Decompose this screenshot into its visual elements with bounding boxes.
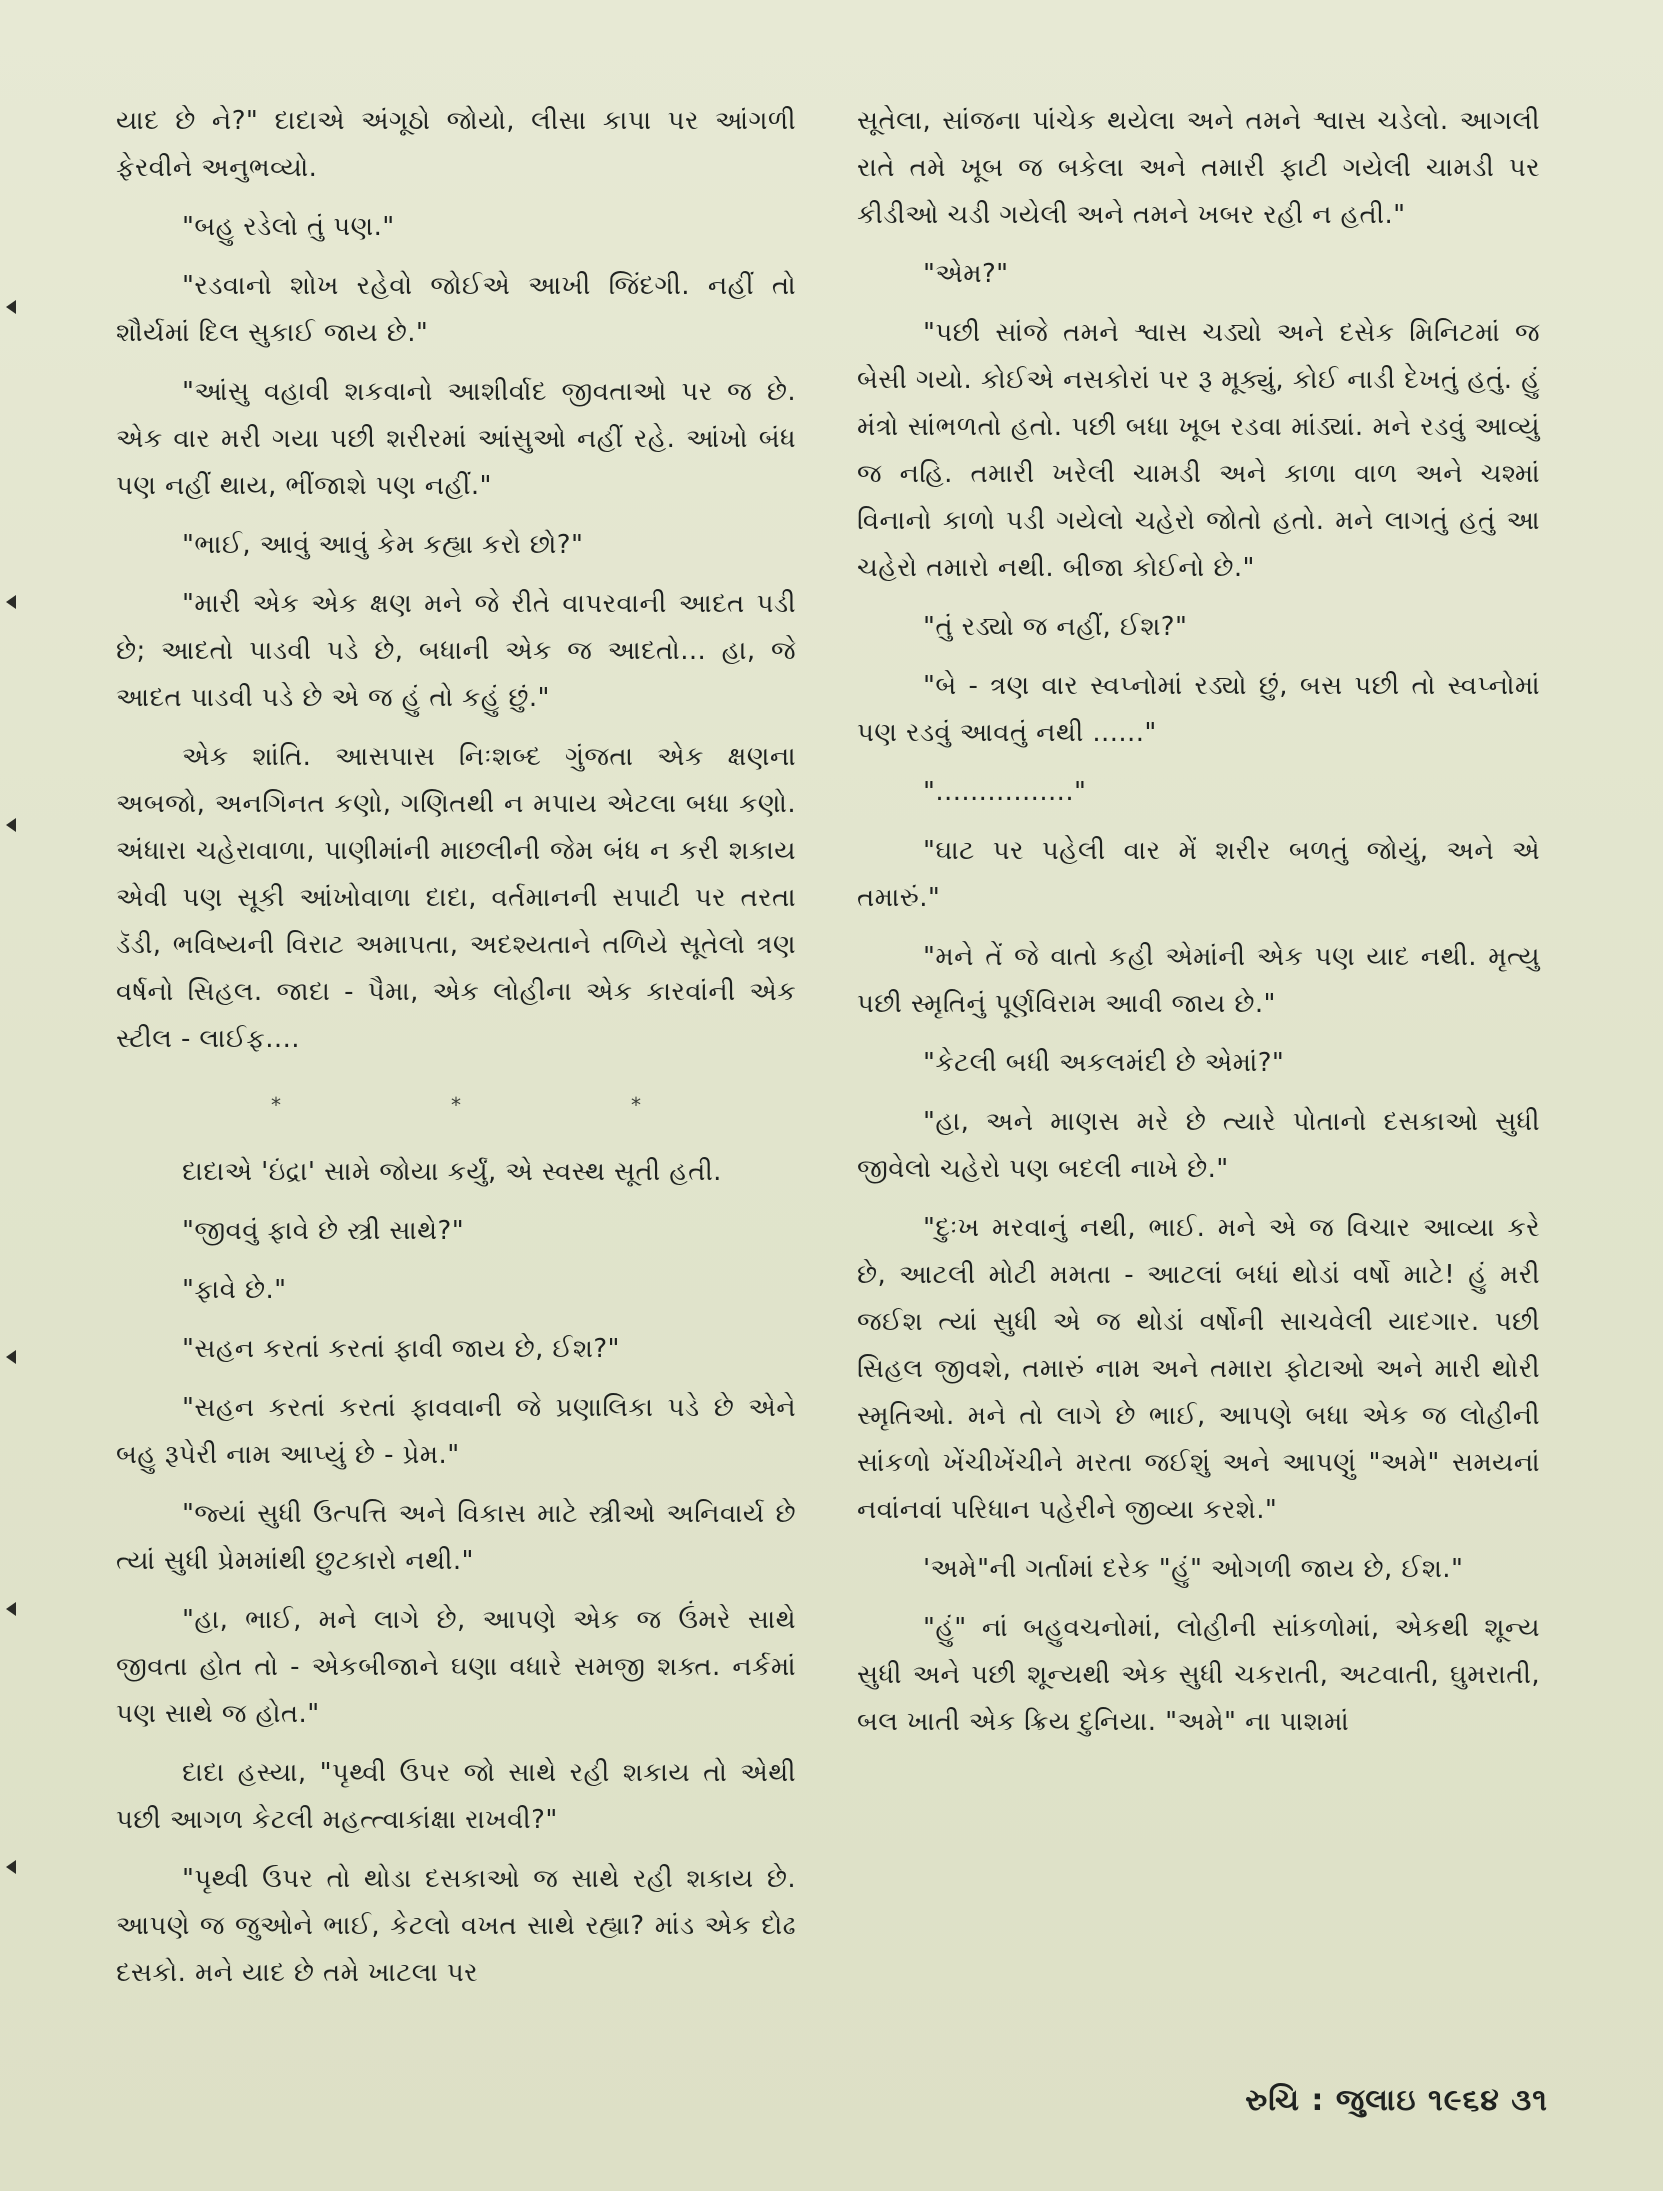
paragraph: "એમ?" bbox=[923, 259, 1009, 289]
paragraph: દાદાએ 'ઇંદ્રા' સામે જોયા કર્યું, એ સ્વસ્થ સૂતી હતી. bbox=[182, 1157, 722, 1187]
paragraph: "બહુ રડેલો તું પણ." bbox=[182, 212, 395, 242]
paragraph: "સહન કરતાં કરતાં ફાવી જાય છે, ઈશ?" bbox=[182, 1334, 620, 1364]
page-edge-mark bbox=[6, 300, 16, 314]
page-edge-mark bbox=[6, 1350, 16, 1364]
paragraph: "બે - ત્રણ વાર સ્વપ્નોમાં રડ્યો છું, બસ પછી તો સ્વપ્નોમાં પણ રડવું આવતું નથી ......" bbox=[857, 671, 1540, 748]
paragraph: "................" bbox=[923, 777, 1087, 807]
paragraph: "હા, અને માણસ મરે છે ત્યારે પોતાનો દસકાઓ સુધી જીવેલો ચહેરો પણ બદલી નાખે છે." bbox=[857, 1107, 1540, 1184]
paragraph: "જીવવું ફાવે છે સ્ત્રી સાથે?" bbox=[182, 1216, 465, 1246]
paragraph: સૂતેલા, સાંજના પાંચેક થયેલા અને તમને શ્વાસ ચડેલો. આગલી રાતે તમે ખૂબ જ બકેલા અને તમારી ફાટી ગયેલી ચામડી પર કીડીઓ ચડી ગયેલી અને તમને ખબર રહી ન હતી." bbox=[857, 106, 1540, 230]
paragraph: "દુઃખ મરવાનું નથી, ભાઈ. મને એ જ વિચાર આવ્યા કરે છે, આટલી મોટી મમતા - આટલાં બધાં થોડાં વર્ષો માટે! હું મરી જઈશ ત્યાં સુધી એ જ થોડાં વર્ષોની સાચવેલી યાદગાર. પછી સિહલ જીવશે, તમારું નામ અને તમારા ફોટાઓ અને મારી થોરી સ્મૃતિઓ. મને તો લાગે છે ભાઈ, આપણે બધા એક જ લોહીની સાંકળો ખેંચીખેંચીને મરતા જઈશું અને આપણું "અમે" સમયનાં નવાંનવાં પરિધાન પહેરીને જીવ્યા કરશે." bbox=[857, 1213, 1540, 1525]
paragraph: "રડવાનો શોખ રહેવો જોઈએ આખી જિંદગી. નહીં તો શૌર્યમાં દિલ સુકાઈ જાય છે." bbox=[116, 271, 796, 348]
paragraph: એક શાંતિ. આસપાસ નિઃશબ્દ ગુંજતા એક ક્ષણના અબજો, અનગિનત કણો, ગણિતથી ન મપાય એટલા બધા કણો. અંધારા ચહેરાવાળા, પાણીમાંની માછલીની જેમ બંધ ન કરી શકાય એવી પણ સૂકી આંખોવાળા દાદા, વર્તમાનની સપાટી પર તરતા ડૅડી, ભવિષ્યની વિરાટ અમાપતા, અદશ્યતાને તળિયે સૂતેલો ત્રણ વર્ષનો સિહલ. જાદા - પૈમા, એક લોહીના એક કારવાંની એક સ્ટીલ - લાઈફ.... bbox=[116, 742, 796, 1054]
paragraph: "હા, ભાઈ, મને લાગે છે, આપણે એક જ ઉંમરે સાથે જીવતા હોત તો - એકબીજાને ઘણા વધારે સમજી શક્ત. નર્કમાં પણ સાથે જ હોત." bbox=[116, 1605, 796, 1729]
paragraph: "મારી એક એક ક્ષણ મને જે રીતે વાપરવાની આદત પડી છે; આદતો પાડવી પડે છે, બધાની એક જ આદતો... હા, જે આદત પાડવી પડે છે એ જ હું તો કહું છું." bbox=[116, 589, 796, 713]
paragraph: "હું" નાં બહુવચનોમાં, લોહીની સાંકળોમાં, એકથી શૂન્ય સુધી અને પછી શૂન્યથી એક સુધી ચકરાતી, અટવાતી, ઘુમરાતી, બલ ખાતી એક ક્રિય દુનિયા. "અમે" ના પાશમાં bbox=[857, 1613, 1540, 1737]
paragraph: 'અમે"ની ગર્તામાં દરેક "હું" ઓગળી જાય છે, ઈશ." bbox=[923, 1554, 1464, 1584]
left-text-column bbox=[116, 98, 796, 2009]
paragraph: "મને તેં જે વાતો કહી એમાંની એક પણ યાદ નથી. મૃત્યુ પછી સ્મૃતિનું પૂર્ણવિરામ આવી જાય છે." bbox=[857, 942, 1540, 1019]
paragraph: "ફાવે છે." bbox=[182, 1275, 287, 1305]
separator-asterisk: * bbox=[271, 1093, 281, 1117]
paragraph: "તું રડ્યો જ નહીં, ઈશ?" bbox=[923, 612, 1188, 642]
page-edge-mark bbox=[6, 595, 16, 609]
separator-asterisk: * bbox=[451, 1093, 461, 1117]
right-text-column bbox=[857, 98, 1540, 1758]
paragraph: "જ્યાં સુધી ઉત્પત્તિ અને વિકાસ માટે સ્ત્રીઓ અનિવાર્ય છે ત્યાં સુધી પ્રેમમાંથી છુટકારો નથી." bbox=[116, 1499, 796, 1576]
separator-asterisk: * bbox=[631, 1093, 641, 1117]
section-separator bbox=[116, 1075, 796, 1135]
paragraph: "પૃથ્વી ઉપર તો થોડા દસકાઓ જ સાથે રહી શકાય છે. આપણે જ જુઓને ભાઈ, કેટલો વખત સાથે રહ્યા? માંડ એક દોઢ દસકો. મને યાદ છે તમે ખાટલા પર bbox=[116, 1864, 796, 1988]
paragraph: યાદ છે ને?" દાદાએ અંગૂઠો જોયો, લીસા કાપા પર આંગળી ફેરવીને અનુભવ્યો. bbox=[116, 106, 796, 183]
page-footer: રુચિ : જુલાઇ ૧૯૬૪ ૩૧ bbox=[1245, 2083, 1548, 2118]
paragraph: "પછી સાંજે તમને શ્વાસ ચડ્યો અને દસેક મિનિટમાં જ બેસી ગયો. કોઈએ નસકોરાં પર રૂ મૂક્યું, કોઈ નાડી દેખતું હતું. હું મંત્રો સાંભળતો હતો. પછી બધા ખૂબ રડવા માંડ્યાં. મને રડવું આવ્યું જ નહિ. તમારી ખરેલી ચામડી અને કાળા વાળ અને ચશ્માં વિનાનો કાળો પડી ગયેલો ચહેરો જોતો હતો. મને લાગતું હતું આ ચહેરો તમારો નથી. બીજા કોઈનો છે." bbox=[857, 318, 1540, 583]
paragraph: "કેટલી બધી અકલમંદી છે એમાં?" bbox=[923, 1048, 1285, 1078]
page-edge-mark bbox=[6, 818, 16, 832]
paragraph: "ઘાટ પર પહેલી વાર મેં શરીર બળતું જોયું, અને એ તમારું." bbox=[857, 836, 1540, 913]
paragraph: "સહન કરતાં કરતાં ફાવવાની જે પ્રણાલિકા પડે છે એને બહુ રૂપેરી નામ આપ્યું છે - પ્રેમ." bbox=[116, 1393, 796, 1470]
paragraph: દાદા હસ્યા, "પૃથ્વી ઉપર જો સાથે રહી શકાય તો એથી પછી આગળ કેટલી મહત્ત્વાકાંક્ષા રાખવી?" bbox=[116, 1758, 796, 1835]
paragraph: "ભાઈ, આવું આવું કેમ કહ્યા કરો છો?" bbox=[182, 530, 584, 560]
page-edge-mark bbox=[6, 1602, 16, 1616]
page-edge-mark bbox=[6, 1860, 16, 1874]
paragraph: "આંસુ વહાવી શકવાનો આશીર્વાદ જીવતાઓ પર જ છે. એક વાર મરી ગયા પછી શરીરમાં આંસુઓ નહીં રહે. આંખો બંધ પણ નહીં થાય, ભીંજાશે પણ નહીં." bbox=[116, 377, 796, 501]
